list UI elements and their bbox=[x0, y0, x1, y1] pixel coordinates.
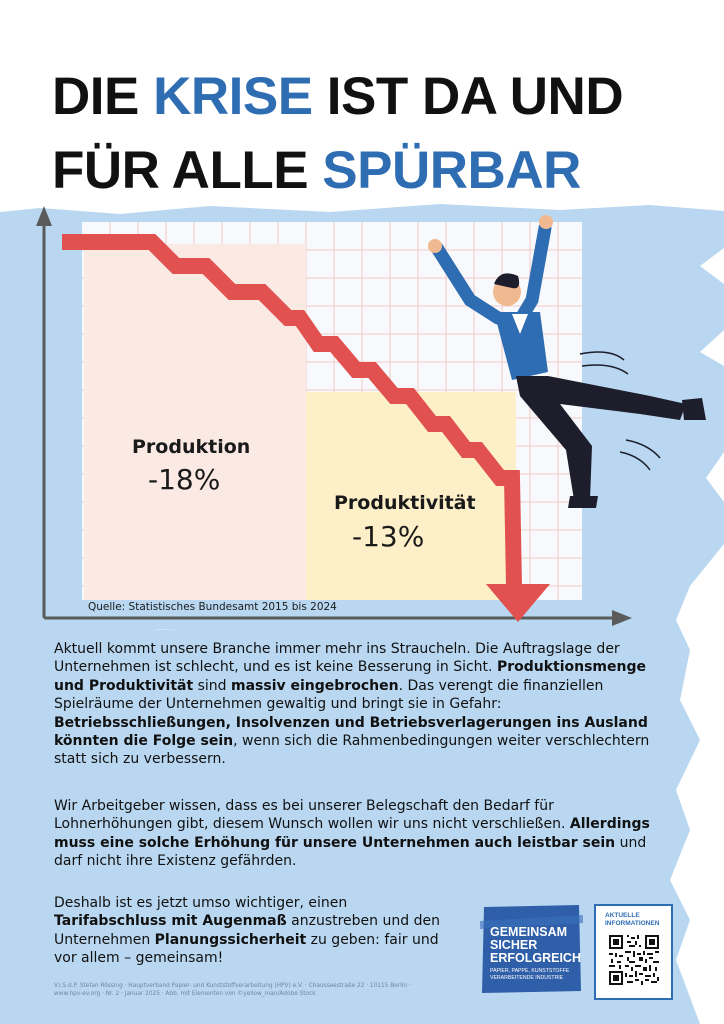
headline-text: DIE bbox=[52, 67, 154, 126]
text-run: zu geben: fair und vor allem – gemeinsam! bbox=[54, 931, 439, 967]
text-run: Wir Arbeitgeber wissen, dass es bei unserer Belegschaft den Bedarf für Lohnerhöhungen gibt, diesem Wunsch wollen wir uns nicht verschließen. bbox=[54, 798, 570, 833]
label-produktion: Produktion bbox=[132, 436, 251, 458]
text-run-bold: Tarifabschluss mit Augenmaß bbox=[54, 913, 287, 930]
text-run: , wenn sich die Rahmenbedingungen weiter verschlechtern statt sich zu verbessern. bbox=[54, 733, 650, 768]
logo-text: SICHER bbox=[490, 938, 538, 952]
text-run-bold: Allerdings muss eine solche Erhöhung für unsere Unternehmen auch leistbar sein bbox=[54, 816, 650, 851]
paragraph-3 bbox=[54, 894, 454, 968]
headline-text: FÜR ALLE bbox=[52, 141, 323, 200]
text-run-bold: massiv eingebrochen bbox=[231, 677, 399, 694]
qr-code-icon[interactable] bbox=[609, 935, 659, 985]
qr-title: AKTUELLE bbox=[605, 912, 640, 919]
headline-highlight: KRISE bbox=[153, 67, 313, 126]
text-run: sind bbox=[193, 677, 232, 694]
logo-subtext: VERARBEITENDE INDUSTRIE bbox=[490, 975, 564, 981]
paragraph-2 bbox=[54, 797, 674, 871]
text-run: Aktuell kommt unsere Branche immer mehr ins Straucheln. Die Auftragslage der Unternehmen ist schlecht, und es ist keine Besserung in Sicht. bbox=[54, 641, 620, 676]
paragraph-1 bbox=[54, 640, 674, 769]
y-axis-arrow-icon bbox=[36, 206, 52, 226]
logo-subtext: PAPIER, PAPPE, KUNSTSTOFFE bbox=[490, 968, 570, 974]
text-run-bold: Produktionsmenge und Produktivität bbox=[54, 659, 646, 694]
text-run: . Das verengt die finanziellen Spielräume der Unternehmen gewaltig und bringt sie in Gefahr: bbox=[54, 677, 604, 713]
text-run-bold: Betriebsschließungen, Insolvenzen und Betriebsverlagerungen ins Ausland könnten die Folge sein bbox=[54, 714, 648, 750]
imprint: V.i.S.d.P. Stefan Rössing · Hauptverband Papier- und Kunststoffverarbeitung (HPV) e.V. · Chausseestraße 22 · 10115 Berlin · www.hpv-ev.org · Nr. 2 · Januar 2025 · Abb. mit Elementen von ©yellow_man/Adobe Stock bbox=[54, 983, 411, 997]
text-run: anzustreben und den Unternehmen bbox=[54, 913, 440, 948]
logo-text: ERFOLGREICH bbox=[490, 951, 581, 965]
arrow-head-icon bbox=[486, 584, 550, 622]
text-run: und darf nicht ihre Existenz gefährden. bbox=[54, 834, 647, 870]
headline-highlight: SPÜRBAR bbox=[322, 141, 581, 200]
label-produktivitaet: Produktivität bbox=[334, 492, 476, 514]
logo-text: GEMEINSAM bbox=[490, 925, 568, 939]
text-run-bold: Planungssicherheit bbox=[154, 931, 307, 948]
x-axis-arrow-icon bbox=[612, 610, 632, 626]
chart-source: Quelle: Statistisches Bundesamt 2015 bis 2024 bbox=[88, 601, 337, 613]
qr-title: INFORMATIONEN bbox=[605, 920, 660, 927]
headline-text: IST DA UND bbox=[312, 67, 624, 126]
value-produktion: -18% bbox=[148, 463, 221, 496]
value-produktivitaet: -13% bbox=[352, 520, 425, 553]
text-run: Deshalb ist es jetzt umso wichtiger, einen bbox=[54, 895, 348, 911]
